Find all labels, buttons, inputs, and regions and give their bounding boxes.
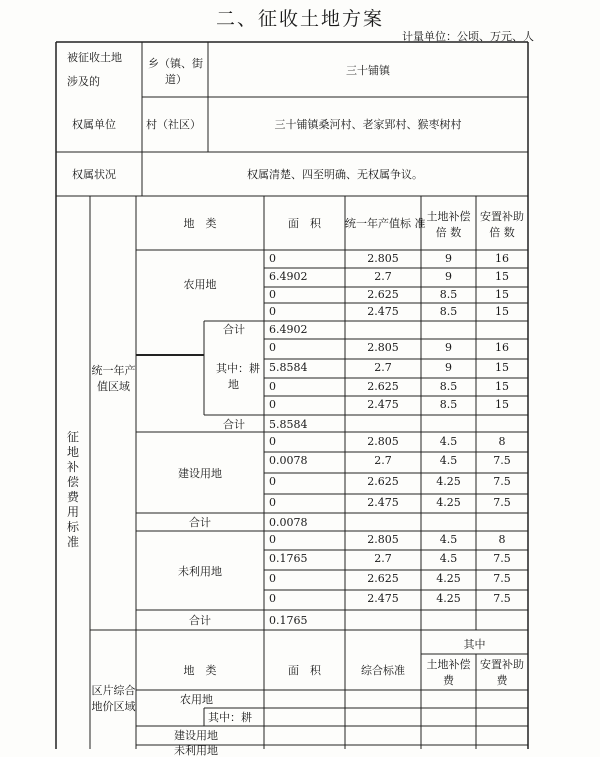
cultivated-row-1-cell-4: 16 xyxy=(495,341,509,354)
unused-row-3-cell-1: 0 xyxy=(269,572,276,585)
construction-row-4-cell-4: 7.5 xyxy=(493,496,511,509)
cultivated-row-2-cell-3: 9 xyxy=(445,361,452,374)
col-unified-value: 统一年产值标 准 xyxy=(345,217,426,230)
cultivated-row-4-cell-4: 15 xyxy=(495,398,509,411)
col-land-comp-2: 倍 数 xyxy=(435,226,462,239)
unused-row-3-cell-2: 2.625 xyxy=(367,572,399,585)
construction-row-3-cell-4: 7.5 xyxy=(493,475,511,488)
agri-row-2-cell-1: 6.4902 xyxy=(269,270,308,283)
agri-row-1-cell-1: 0 xyxy=(269,252,276,265)
zone-col-standard: 综合标准 xyxy=(361,664,405,677)
col-resettle: 安置补助 xyxy=(480,210,524,223)
unused-row-1-cell-3: 4.5 xyxy=(439,533,458,546)
zone-row-cultivated: 其中：耕 xyxy=(208,711,252,724)
cultivated-row-2-cell-2: 2.7 xyxy=(374,361,392,374)
construction-row-1-cell-1: 0 xyxy=(269,435,276,448)
cultivated-row-3-cell-2: 2.625 xyxy=(367,380,399,393)
agri-row-3-cell-3: 8.5 xyxy=(439,288,458,301)
col-land-type: 地 类 xyxy=(183,217,217,230)
township-value: 三十铺镇 xyxy=(346,64,390,77)
agri-row-2-cell-2: 2.7 xyxy=(374,270,392,283)
agri-row-3-cell-2: 2.625 xyxy=(367,288,399,301)
construction-row-2-cell-1: 0.0078 xyxy=(269,454,308,467)
owner-label: 权属单位 xyxy=(72,118,116,131)
construction-row-1-cell-3: 4.5 xyxy=(439,435,458,448)
group-agri: 农用地 xyxy=(183,278,217,291)
unused-subtotal-label: 合计 xyxy=(189,614,211,627)
unused-row-4-cell-1: 0 xyxy=(269,592,276,605)
zone-col-among: 其中 xyxy=(463,638,486,651)
construction-row-3-cell-1: 0 xyxy=(269,475,276,488)
group-unused: 未利用地 xyxy=(178,565,222,578)
unused-row-3-cell-3: 4.25 xyxy=(436,572,461,585)
unused-row-4-cell-4: 7.5 xyxy=(493,592,511,605)
group-construction: 建设用地 xyxy=(178,467,222,480)
agri-subtotal-label: 合计 xyxy=(223,323,245,336)
zone-col-resettle: 安置补助 xyxy=(480,658,524,671)
cultivated-subtotal-label: 合计 xyxy=(223,418,245,431)
construction-row-1-cell-2: 2.805 xyxy=(367,435,399,448)
unused-row-3-cell-4: 7.5 xyxy=(493,572,511,585)
zone-col-resettle-2: 费 xyxy=(496,674,508,687)
construction-row-2-cell-3: 4.5 xyxy=(439,454,458,467)
township-label-2: 道） xyxy=(165,73,187,86)
agri-row-1-cell-2: 2.805 xyxy=(367,252,399,265)
cultivated-row-3-cell-4: 15 xyxy=(495,380,509,393)
compensation-standard-label: 征地补偿费用标准 xyxy=(66,430,79,549)
construction-row-2-cell-4: 7.5 xyxy=(493,454,511,467)
unused-row-1-cell-1: 0 xyxy=(269,533,276,546)
village-value: 三十铺镇桑河村、老家郢村、猴枣树村 xyxy=(274,118,462,131)
cultivated-row-1-cell-2: 2.805 xyxy=(367,341,399,354)
col-area: 面 积 xyxy=(288,217,321,230)
cultivated-row-4-cell-1: 0 xyxy=(269,398,276,411)
cultivated-row-2-cell-1: 5.8584 xyxy=(269,361,308,374)
group-cultivated: 其中：耕 xyxy=(216,362,260,375)
unused-row-2-cell-1: 0.1765 xyxy=(269,552,308,565)
agri-row-2-cell-4: 15 xyxy=(495,270,509,283)
agri-row-3-cell-4: 15 xyxy=(495,288,509,301)
unused-row-1-cell-2: 2.805 xyxy=(367,533,399,546)
agri-row-1-cell-4: 16 xyxy=(495,252,509,265)
unified-region-label-2: 值区域 xyxy=(97,380,130,393)
zone-col-land-comp: 土地补偿 xyxy=(426,658,471,671)
construction-row-3-cell-3: 4.25 xyxy=(436,475,461,488)
agri-row-1-cell-3: 9 xyxy=(445,252,452,265)
involved-label-2: 涉及的 xyxy=(67,75,100,88)
agri-row-2-cell-3: 9 xyxy=(445,270,452,283)
village-label: 村（社区） xyxy=(146,118,201,131)
cultivated-row-2-cell-4: 15 xyxy=(495,361,509,374)
status-label: 权属状况 xyxy=(72,168,116,181)
zone-row-construction: 建设用地 xyxy=(174,729,218,742)
land-acquisition-table xyxy=(56,42,528,757)
unused-row-2-cell-3: 4.5 xyxy=(439,552,458,565)
cultivated-subtotal-value: 5.8584 xyxy=(269,418,308,431)
zone-col-area: 面 积 xyxy=(288,664,321,677)
construction-row-4-cell-1: 0 xyxy=(269,496,276,509)
agri-row-4-cell-4: 15 xyxy=(495,305,509,318)
zone-row-agri: 农用地 xyxy=(180,693,213,706)
zone-col-land-comp-2: 费 xyxy=(443,674,454,687)
construction-row-2-cell-2: 2.7 xyxy=(374,454,392,467)
unused-row-2-cell-4: 7.5 xyxy=(493,552,511,565)
construction-row-4-cell-2: 2.475 xyxy=(367,496,399,509)
status-value: 权属清楚、四至明确、无权属争议。 xyxy=(247,168,423,181)
construction-row-1-cell-4: 8 xyxy=(498,435,506,448)
zone-row-unused: 未利用地 xyxy=(174,744,218,757)
unused-row-4-cell-2: 2.475 xyxy=(367,592,399,605)
cultivated-row-3-cell-3: 8.5 xyxy=(439,380,458,393)
agri-row-4-cell-2: 2.475 xyxy=(367,305,399,318)
cultivated-row-4-cell-3: 8.5 xyxy=(439,398,458,411)
construction-row-3-cell-2: 2.625 xyxy=(367,475,399,488)
unified-region-label: 统一年产 xyxy=(91,364,136,377)
zone-region-label-2: 地价区域 xyxy=(91,700,136,713)
zone-col-land-type: 地 类 xyxy=(183,664,217,677)
agri-subtotal-value: 6.4902 xyxy=(269,323,308,336)
unused-row-4-cell-3: 4.25 xyxy=(436,592,461,605)
col-resettle-2: 倍 数 xyxy=(489,226,515,239)
involved-label: 被征收土地 xyxy=(67,51,122,64)
agri-row-4-cell-1: 0 xyxy=(269,305,276,318)
construction-subtotal-label: 合计 xyxy=(189,516,211,529)
township-label: 乡（镇、街 xyxy=(148,57,203,70)
zone-region-label: 区片综合 xyxy=(91,684,136,697)
agri-row-4-cell-3: 8.5 xyxy=(439,305,458,318)
page-title: 二、征收土地方案 xyxy=(215,8,384,30)
construction-row-4-cell-3: 4.25 xyxy=(436,496,461,509)
construction-subtotal-value: 0.0078 xyxy=(269,516,308,529)
unused-row-1-cell-4: 8 xyxy=(498,533,506,546)
cultivated-row-1-cell-1: 0 xyxy=(269,341,276,354)
unused-row-2-cell-2: 2.7 xyxy=(374,552,392,565)
cultivated-row-3-cell-1: 0 xyxy=(269,380,276,393)
unit-note: 计量单位：公顷、万元、人 xyxy=(402,30,534,43)
unused-subtotal-value: 0.1765 xyxy=(269,614,308,627)
agri-row-3-cell-1: 0 xyxy=(269,288,276,301)
cultivated-row-1-cell-3: 9 xyxy=(445,341,452,354)
group-cultivated-2: 地 xyxy=(228,378,239,391)
col-land-comp: 土地补偿 xyxy=(426,210,471,223)
cultivated-row-4-cell-2: 2.475 xyxy=(367,398,399,411)
